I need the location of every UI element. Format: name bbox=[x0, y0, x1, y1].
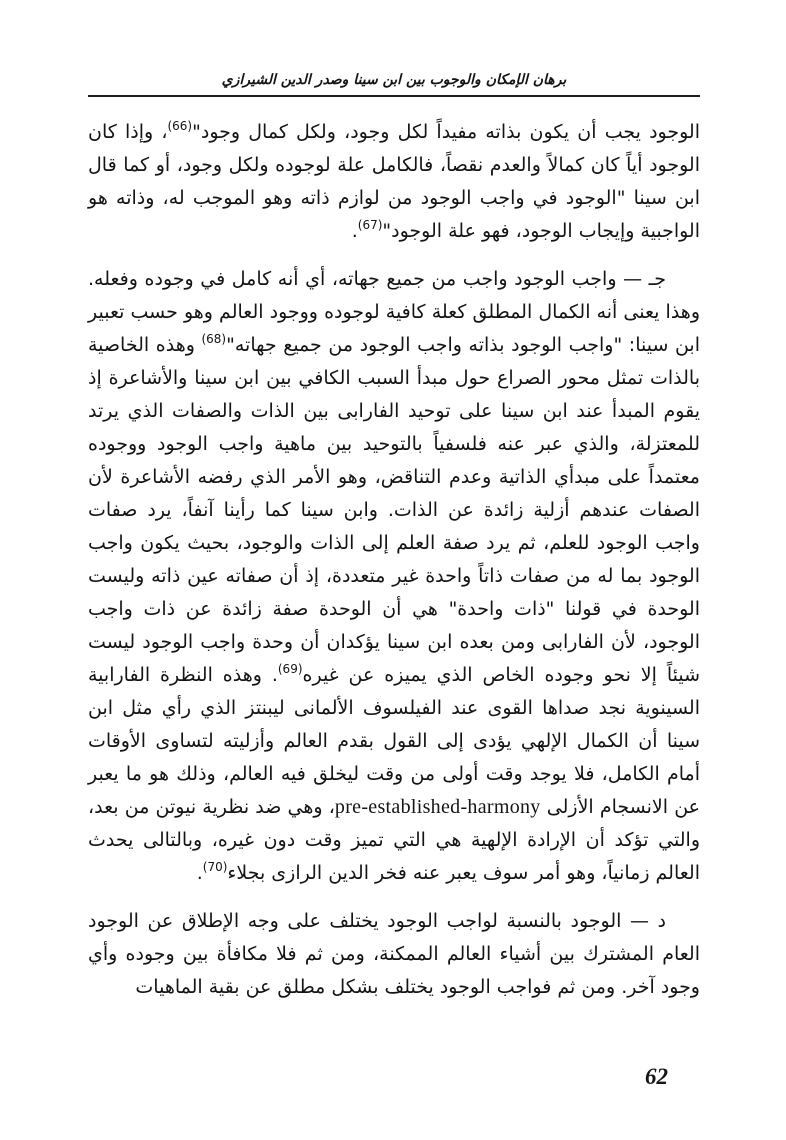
footnote-marker-70: (70) bbox=[202, 860, 228, 874]
text-run: جـ — واجب الوجود واجب من جميع جهاته، أي أنه كامل في وجوده وفعله. وهذا يعنى أنه الكمال المطلق كعلة كافية لوجوده ووجود العالم وهو حسب تعبير ابن سينا: "واجب الوجود بذاته واجب الوجود من جميع جهاته" bbox=[88, 268, 700, 356]
paragraph-1 bbox=[88, 116, 700, 248]
footnote-marker-69: (69) bbox=[277, 662, 303, 676]
text-run: . bbox=[196, 862, 203, 884]
text-run: ، وإذا كان الوجود أياً كان كمالاً والعدم نقصاً، فالكامل علة لوجوده ولكل وجود، أو كما قال ابن سينا "الوجود في واجب الوجود من لوازم ذاته وهو الموجب له، وذاته هو الواجبية وإيجاب الوجود، فهو علة الوجود" bbox=[88, 121, 700, 242]
page-number: 62 bbox=[645, 1064, 668, 1089]
footnote-marker-67: (67) bbox=[357, 218, 383, 232]
text-run: . وهذه النظرة الفارابية السينوية نجد صداها القوى عند الفيلسوف الألمانى ليبنتز الذي رأي مثل ابن سينا أن الكمال الإلهي يؤدى إلى القول بقدم العالم وأزليته لتساوى الأوقات أمام الكامل، فلا يوجد وقت أولى من وقت ليخلق فيه العالم، وذلك هو ما يعبر عن الانسجام الأزلى bbox=[88, 664, 700, 818]
text-run: . bbox=[351, 220, 358, 242]
text-run: د — الوجود بالنسبة لواجب الوجود يختلف على وجه الإطلاق عن الوجود العام المشترك بين أشياء العالم الممكنة، ومن ثم فلا مكافأة بين وجوده وأي وجود آخر. ومن ثم فواجب الوجود يختلف بشكل مطلق عن بقية الماهيات bbox=[88, 910, 700, 998]
running-header bbox=[88, 72, 700, 97]
paragraph-2 bbox=[88, 263, 700, 890]
page-body bbox=[88, 116, 700, 1019]
footnote-marker-66: (66) bbox=[167, 119, 193, 133]
text-run: ، وهي ضد نظرية نيوتن من بعد، والتي تؤكد أن الإرادة الإلهية هي التي تميز وقت دون غيره، وبالتالى يحدث العالم زمانياً، وهو أمر سوف يعبر عنه فخر الدين الرازى بجلاء bbox=[88, 796, 700, 884]
text-run: الوجود يجب أن يكون بذاته مفيداً لكل وجود، ولكل كمال وجود" bbox=[192, 121, 700, 143]
text-run: وهذه الخاصية بالذات تمثل محور الصراع حول مبدأ السبب الكافي بين ابن سينا والأشاعرة إذ يقوم المبدأ عند ابن سينا على توحيد الفارابى بين الذات والصفات الذي يرتد للمعتزلة، والذي عبر عنه فلسفياً بالتوحيد بين ماهية واجب الوجود ووجوده معتمداً على مبدأي الذاتية وعدم التناقض، وهو الأمر الذي رفضه الأشاعرة لأن الصفات عندهم أزلية زائدة عن الذات. وابن سينا كما رأينا آنفاً، يرد صفات واجب الوجود للعلم، ثم يرد صفة العلم إلى الذات والوجود، بحيث يكون واجب الوجود بما له من صفات ذاتاً واحدة غير متعددة، إذ أن صفاته عين ذاته وليست الوحدة في قولنا "ذات واحدة" هي أن الوحدة صفة زائدة عن ذات واجب الوجود، لأن الفارابى ومن بعده ابن سينا يؤكدان أن وحدة واجب الوجود ليست شيئاً إلا نحو وجوده الخاص الذي يميزه عن غيره bbox=[88, 334, 700, 686]
latin-term-pre-established-harmony: pre-established-harmony bbox=[334, 796, 541, 818]
paragraph-3 bbox=[88, 905, 700, 1004]
footnote-marker-68: (68) bbox=[201, 332, 227, 346]
book-title: برهان الإمكان والوجوب بين ابن سينا وصدر الدين الشيرازي bbox=[221, 72, 567, 88]
